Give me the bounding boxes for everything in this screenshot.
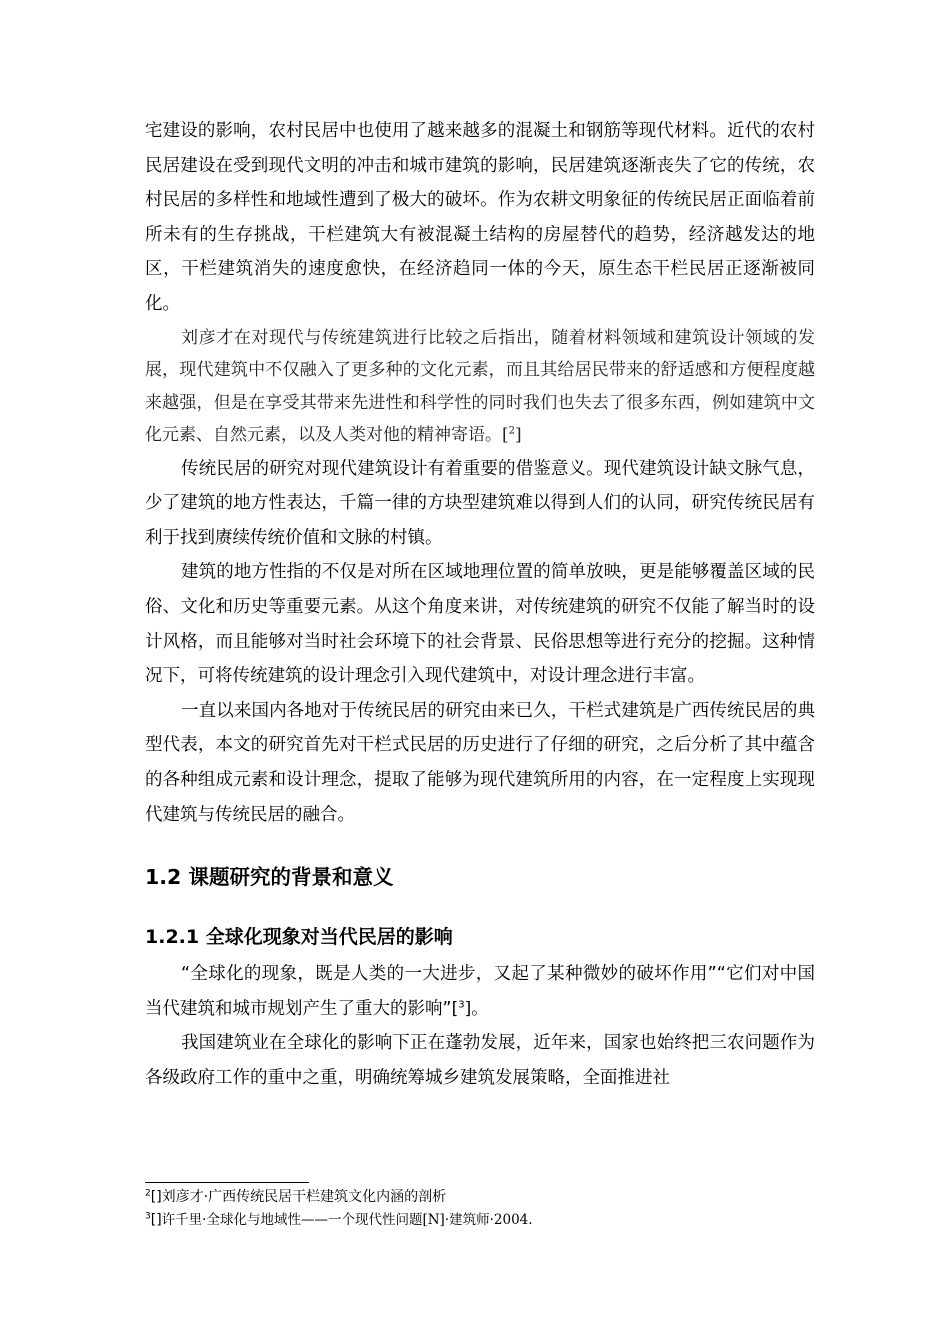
footnotes xyxy=(145,1186,825,1232)
paragraph-3-text: 传统民居的研究对现代建筑设计有着重要的借鉴意义。现代建筑设计缺文脉气息，少了建筑的地方性表达，千篇一律的方块型建筑难以得到人们的认同，研究传统民居有利于找到赓续传统价值和文脉的村镇。 xyxy=(145,458,815,548)
body-text xyxy=(145,114,815,1095)
footnote-2: $^2$[]刘彦才·广西传统民居干栏建筑文化内涵的剖析 xyxy=(145,1188,447,1205)
paragraph-3 xyxy=(145,452,815,556)
paragraph-4 xyxy=(145,555,815,693)
paragraph-2 xyxy=(145,322,815,452)
citation-3: [$^3$]。 xyxy=(451,998,489,1019)
footnote-3: $^3$[]许千里·全球化与地域性——一个现代性问题[N]·建筑师·2004. xyxy=(145,1211,533,1228)
paragraph-6 xyxy=(145,957,815,1026)
paragraph-1-text: 宅建设的影响，农村民居中也使用了越来越多的混凝土和钢筋等现代材料。近代的农村民居建设在受到现代文明的冲击和城市建筑的影响，民居建筑逐渐丧失了它的传统，农村民居的多样性和地域性遭到了极大的破坏。作为农耕文明象征的传统民居正面临着前所未有的生存挑战，干栏建筑大有被混凝土结构的房屋替代的趋势，经济越发达的地区，干栏建筑消失的速度愈快，在经济趋同一体的今天，原生态干栏民居正逐渐被同化。 xyxy=(145,121,815,314)
paragraph-1 xyxy=(145,114,815,322)
footnote-divider xyxy=(145,1182,309,1183)
paragraph-7-text: 我国建筑业在全球化的影响下正在蓬勃发展，近年来，国家也始终把三农问题作为各级政府工作的重中之重，明确统筹城乡建筑发展策略，全面推进社 xyxy=(145,1033,815,1088)
paragraph-2-text: 刘彦才在对现代与传统建筑进行比较之后指出，随着材料领域和建筑设计领域的发展，现代建筑中不仅融入了更多种的文化元素，而且其给居民带来的舒适感和方便程度越来越强，但是在享受其带来先进性和科学性的同时我们也失去了很多东西，例如建筑中文化元素、自然元素，以及人类对他的精神寄语。 xyxy=(145,327,815,446)
paragraph-5-text: 一直以来国内各地对于传统民居的研究由来已久，干栏式建筑是广西传统民居的典型代表，本文的研究首先对干栏式民居的历史进行了仔细的研究，之后分析了其中蕴含的各种组成元素和设计理念，提取了能够为现代建筑所用的内容，在一定程度上实现现代建筑与传统民居的融合。 xyxy=(145,700,815,825)
subsection-heading: 1.2.1 全球化现象对当代民居的影响 xyxy=(145,926,453,949)
paragraph-5 xyxy=(145,694,815,832)
paragraph-4-text: 建筑的地方性指的不仅是对所在区域地理位置的简单放映，更是能够覆盖区域的民俗、文化和历史等重要元素。从这个角度来讲，对传统建筑的研究不仅能了解当时的设计风格，而且能够对当时社会环境下的社会背景、民俗思想等进行充分的挖掘。这种情况下，可将传统建筑的设计理念引入现代建筑中，对设计理念进行丰富。 xyxy=(145,562,815,687)
section-heading: 1.2 课题研究的背景和意义 xyxy=(145,865,394,890)
paragraph-7 xyxy=(145,1026,815,1095)
citation-2: [$^2$] xyxy=(502,425,522,446)
paragraph-6-text: “全球化的现象，既是人类的一大进步，又起了某种微妙的破坏作用”“它们对中国当代建筑和城市规划产生了重大的影响” xyxy=(145,964,815,1019)
